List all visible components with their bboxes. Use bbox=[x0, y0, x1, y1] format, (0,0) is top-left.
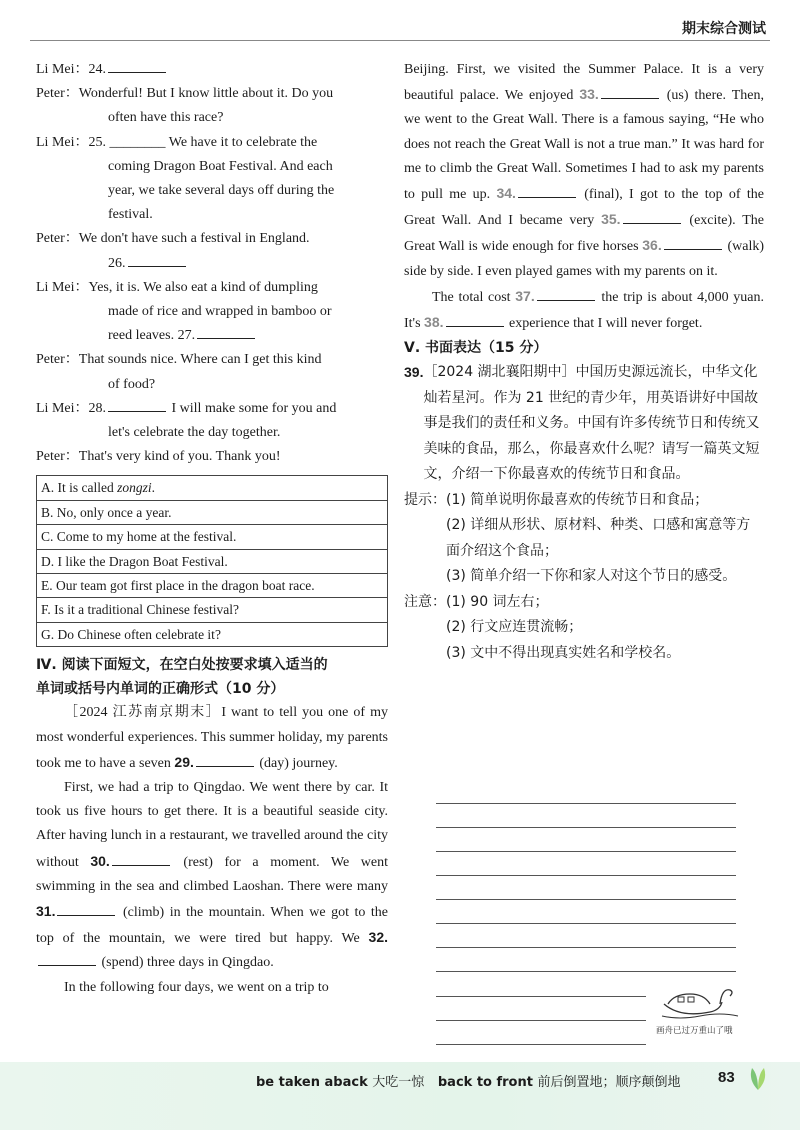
dialogue-text: That's very kind of you. Thank you! bbox=[78, 449, 281, 465]
dialogue-text: festival. bbox=[108, 207, 153, 223]
answer-blank-36[interactable] bbox=[664, 235, 722, 250]
section4-title-2: 单词或括号内单词的正确形式（10 分） bbox=[36, 681, 285, 698]
footer-phrases bbox=[256, 1071, 681, 1090]
dialogue-text: coming Dragon Boat Festival. And each bbox=[108, 158, 333, 174]
answer-blank-37[interactable] bbox=[537, 286, 595, 301]
dialogue-text: That sounds nice. Where can I get this kind bbox=[78, 352, 322, 368]
phrase-meaning: 大吃一惊 bbox=[372, 1075, 425, 1090]
section5-title: Ⅴ. 书面表达（15 分） bbox=[404, 340, 548, 357]
passage-text: ［2024 江苏南京期末］I want to tell you one of my most wonderful experiences. This summer holiday, my parents took me to have a seven bbox=[36, 705, 388, 771]
writing-line[interactable] bbox=[436, 947, 736, 948]
note-item: (3) 文中不得出现真实姓名和学校名。 bbox=[446, 644, 681, 661]
answer-blank-27[interactable] bbox=[197, 324, 255, 339]
passage-text: the trip is about 4,000 yuan. It's bbox=[404, 289, 765, 332]
passage-paragraph-1 bbox=[36, 701, 388, 776]
answer-blank-33[interactable] bbox=[601, 84, 659, 99]
passage-text: (rest) for a moment. We went swimming in the sea and climbed Laoshan. There were many bbox=[36, 854, 389, 894]
passage-text: (spend) three days in Qingdao. bbox=[101, 955, 274, 971]
dialogue-line bbox=[36, 227, 388, 251]
writing-line[interactable] bbox=[436, 1044, 646, 1045]
blank-number: 33. bbox=[579, 86, 599, 103]
blank-number: 35. bbox=[601, 211, 621, 228]
writing-line[interactable] bbox=[436, 827, 736, 828]
notes bbox=[404, 590, 764, 667]
options-box bbox=[36, 475, 388, 647]
passage-text: (day) journey. bbox=[259, 755, 338, 771]
writing-line[interactable] bbox=[436, 1020, 646, 1021]
phrase: be taken aback bbox=[256, 1075, 368, 1090]
option-c: C. Come to my home at the festival. bbox=[37, 525, 387, 549]
note-label: 注意： bbox=[404, 593, 446, 610]
dialogue-line-24 bbox=[36, 58, 388, 82]
hint-label: 提示： bbox=[404, 491, 446, 508]
question-text: ［2024 湖北襄阳期中］中国历史源远流长，中华文化灿若星河。作为 21 世纪的青少年，用英语讲好中国故事是我们的责任和义务。中国有许多传统节日和传统又美味的食品，那么，你最喜欢什么呢？请写一篇英文短文，介绍一下你最喜欢的传统节日和食品。 bbox=[423, 364, 760, 483]
option-e: E. Our team got first place in the dragon boat race. bbox=[37, 574, 387, 598]
left-column bbox=[36, 58, 388, 1000]
answer-blank-32[interactable] bbox=[38, 951, 96, 966]
phrase: back to front bbox=[437, 1075, 533, 1090]
passage-text: The total cost bbox=[432, 289, 511, 305]
note-item: (2) 行文应连贯流畅； bbox=[446, 619, 583, 636]
passage-text: (walk) side by side. I even played games with my parents on it. bbox=[404, 239, 764, 279]
blank-number: 36. bbox=[642, 237, 662, 254]
passage-paragraph-3 bbox=[404, 58, 764, 284]
speaker: Li Mei： bbox=[36, 62, 89, 77]
writing-line[interactable] bbox=[436, 996, 646, 997]
passage-text: First, we had a trip to Qingdao. We went there by car. It took us five hours to get there. It is a beautiful seaside city. After having lunch in a restaurant, we travelled around the city without bbox=[36, 779, 388, 870]
writing-line[interactable] bbox=[436, 923, 736, 924]
hints bbox=[404, 488, 764, 590]
leaf-logo-icon bbox=[746, 1064, 770, 1092]
passage-text: experience that I will never forget. bbox=[509, 316, 703, 332]
dialogue-line bbox=[36, 82, 388, 106]
dialogue-line-26 bbox=[36, 252, 388, 276]
dialogue-line bbox=[36, 348, 388, 372]
passage-text: (excite). The Great Wall is wide enough for five horses bbox=[404, 213, 765, 255]
writing-line[interactable] bbox=[436, 803, 736, 804]
speaker: Peter： bbox=[36, 231, 79, 247]
speaker: Peter： bbox=[36, 352, 79, 368]
dialogue-line-25 bbox=[36, 131, 388, 155]
dialogue-text: made of rice and wrapped in bamboo or bbox=[108, 304, 332, 320]
dialogue-text: year, we take several days off during the bbox=[108, 183, 335, 199]
dialogue-line bbox=[36, 445, 388, 469]
answer-blank-29[interactable] bbox=[196, 752, 254, 767]
dialogue-text: reed leaves. 27. bbox=[108, 328, 196, 344]
blank-number: 31. bbox=[36, 902, 56, 919]
hint-item: (1) 简单说明你最喜欢的传统节日和食品； bbox=[446, 491, 709, 508]
option-end: . bbox=[151, 480, 155, 496]
option-italic: zongzi bbox=[117, 480, 152, 496]
answer-blank-34[interactable] bbox=[518, 183, 576, 198]
dialogue-text: let's celebrate the day together. bbox=[108, 425, 281, 441]
writing-line[interactable] bbox=[436, 899, 736, 900]
passage-text: In the following four days, we went on a trip to bbox=[64, 979, 329, 995]
passage-paragraph-4 bbox=[404, 284, 764, 336]
page-number: 83 bbox=[718, 1069, 735, 1086]
blank-number: 29. bbox=[174, 753, 194, 770]
passage-text: (final), I got to the top of the Great Wall. And I became very bbox=[404, 187, 764, 229]
section4-title-1: Ⅳ. 阅读下面短文，在空白处按要求填入适当的 bbox=[36, 657, 328, 674]
option-a bbox=[37, 476, 387, 500]
dialogue-text: I will make some for you and bbox=[171, 400, 337, 416]
blank-number: 24. bbox=[88, 62, 106, 77]
dialogue-line-27 bbox=[36, 324, 388, 348]
answer-blank-38[interactable] bbox=[446, 312, 504, 327]
dialogue-line bbox=[36, 276, 388, 300]
dialogue-text: Yes, it is. We also eat a kind of dumpling bbox=[88, 279, 318, 295]
answer-blank-24[interactable] bbox=[108, 58, 166, 73]
dialogue-text: We don't have such a festival in England. bbox=[78, 231, 310, 247]
question-number: 39. bbox=[404, 364, 424, 381]
writing-line[interactable] bbox=[436, 875, 736, 876]
passage-text: (us) there. Then, we went to the Great Wall. There is a famous saying, “He who does not reach the Great Wall is not a true man.” It was hard for me to climb the Great Wall. Sometimes I had to ask my parents to pull me up. bbox=[404, 88, 764, 203]
option-d: D. I like the Dragon Boat Festival. bbox=[37, 550, 387, 574]
dialogue-line-28 bbox=[36, 397, 388, 421]
blank-number: 32. bbox=[368, 929, 389, 946]
blank-number: 37. bbox=[515, 287, 535, 304]
option-b: B. No, only once a year. bbox=[37, 501, 387, 525]
blank-number: 30. bbox=[90, 852, 110, 869]
answer-blank-30[interactable] bbox=[112, 851, 170, 866]
answer-blank-28[interactable] bbox=[108, 397, 166, 412]
answer-blank-31[interactable] bbox=[57, 901, 115, 916]
blank-number: 34. bbox=[496, 185, 516, 202]
blank-number: 38. bbox=[424, 314, 444, 331]
blank-number: 28. bbox=[88, 400, 106, 416]
dialogue-text: of food? bbox=[108, 376, 156, 392]
answer-blank-26[interactable] bbox=[128, 252, 186, 267]
page-header-title: 期末综合测试 bbox=[682, 21, 766, 37]
writing-line[interactable] bbox=[436, 851, 736, 852]
speaker: Li Mei： bbox=[36, 134, 89, 150]
header-divider bbox=[30, 40, 770, 41]
boat-sketch-icon bbox=[660, 982, 740, 1022]
right-column bbox=[404, 58, 764, 666]
dialogue-text: often have this race? bbox=[108, 110, 224, 126]
speaker: Li Mei： bbox=[36, 400, 89, 416]
writing-line[interactable] bbox=[436, 971, 736, 972]
option-text: A. It is called bbox=[41, 480, 118, 496]
option-g: G. Do Chinese often celebrate it? bbox=[41, 626, 221, 642]
answer-blank-35[interactable] bbox=[623, 209, 681, 224]
passage-text: (climb) in the mountain. When we got to the top of the mountain, we were tired but happy. We bbox=[36, 904, 389, 947]
hint-item: (3) 简单介绍一下你和家人对这个节日的感受。 bbox=[446, 568, 737, 585]
writing-question bbox=[404, 360, 764, 488]
hint-item: (2) 详细从形状、原材料、种类、口感和寓意等方面介绍这个食品； bbox=[446, 517, 751, 559]
blank-number: 26. bbox=[108, 255, 126, 271]
speaker: Peter： bbox=[36, 449, 79, 465]
option-f: F. Is it a traditional Chinese festival? bbox=[37, 598, 387, 622]
passage-text: Beijing. First, we visited the Summer Palace. It is a very beautiful palace. We enjoyed bbox=[404, 62, 764, 104]
speaker: Peter： bbox=[36, 86, 79, 102]
dialogue-text: Wonderful! But I know little about it. Do you bbox=[78, 86, 334, 102]
passage-paragraph-3-start bbox=[36, 976, 388, 1000]
speaker: Li Mei： bbox=[36, 279, 89, 295]
passage-paragraph-2 bbox=[36, 776, 388, 976]
sketch-caption: 画舟已过万重山了哦 bbox=[656, 1026, 733, 1036]
dialogue-text: 25. ________ We have it to celebrate the bbox=[88, 134, 318, 150]
phrase-meaning: 前后倒置地；顺序颠倒地 bbox=[537, 1075, 681, 1090]
note-item: (1) 90 词左右； bbox=[446, 593, 549, 610]
